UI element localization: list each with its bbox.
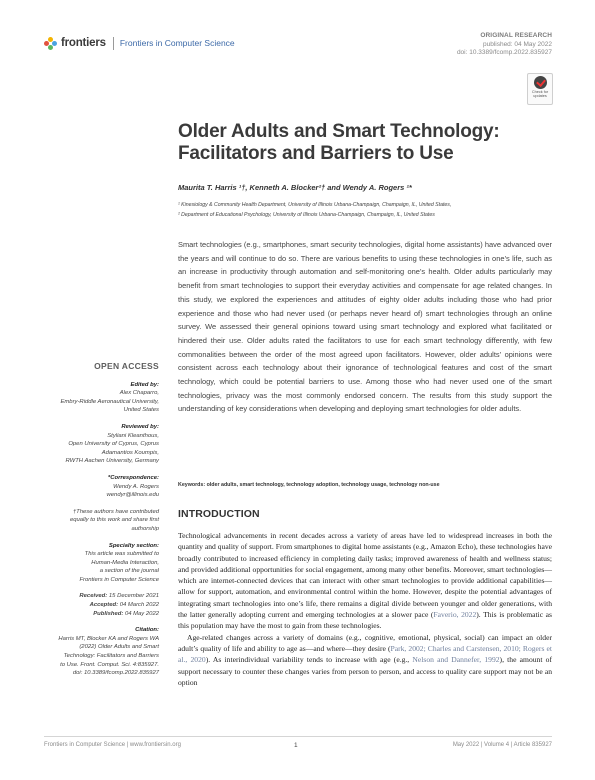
crossmark-icon <box>534 76 547 89</box>
footer-journal-link[interactable]: Frontiers in Computer Science | www.frontiersin.org <box>44 742 181 748</box>
specialty-section-block: Specialty section: This article was submitted to Human-Media Interaction, a section of the journal Frontiers in Computer Science <box>79 542 159 583</box>
introduction-body <box>178 530 552 688</box>
citation-link[interactable]: Park, 2002; Charles and Carstensen, 2010; Rogers et al., 2020 <box>178 643 552 665</box>
check-for-updates-badge[interactable] <box>527 73 553 105</box>
dates-block: Received: 15 December 2021 Accepted: 04 March 2022 Published: 04 May 2022 <box>79 593 159 617</box>
footer-issue-info: May 2022 | Volume 4 | Article 835927 <box>452 742 552 748</box>
equal-contribution-note: †These authors have contributed equally to this work and share first authorship <box>69 508 159 532</box>
journal-logo[interactable] <box>44 35 235 51</box>
abstract: Smart technologies (e.g., smartphones, smart security technologies, digital home assistants) have advanced over the years and will continue to do so. There are various benefits to using these technologies in one’s life, such as an increase in productivity through automation and self-monitoring one’s health. Older adults particularly may benefit from smart technologies to support their everyday activities and compensate for age related changes. In this study, we explored the experiences and attitudes of eighty older adults including those who had prior experience and those who had never used (or perhaps never heard of) smart technologies through an online survey. We assessed their general opinions toward using smart technology and explored what facilitated or hindered their use. Older adults rated the facilitators to use for each smart technology differently, with few commonalities between the order of the most agreed upon facilitators. However, older adults’ opinions were consistent across each technology about their ignorance of technological features and cost of the smart technology, which could be potential barriers to use. Among those who had never used one of the smart technologies, privacy was the most commonly endorsed concern. The results from this study support the understanding of key considerations when developing and deploying smart technologies for older adults. <box>178 240 552 414</box>
page-number: 1 <box>294 742 298 749</box>
citation-link[interactable]: Faverio, 2022 <box>433 610 477 620</box>
footer-divider <box>44 736 552 737</box>
correspondence-block: *Correspondence: Wendy A. Rogers wendyr@illinois.edu <box>44 474 159 500</box>
citation-link[interactable]: Nelson and Dannefer, 1992 <box>412 655 500 665</box>
frontiers-logo-icon <box>44 37 57 50</box>
keywords <box>178 482 552 488</box>
article-meta-header <box>457 32 552 58</box>
section-heading-introduction: INTRODUCTION <box>178 508 260 520</box>
affiliation-1: ¹ Kinesiology & Community Health Department, University of Illinois Urbana-Champaign, Champaign, IL, United States, <box>178 202 452 208</box>
edited-by-block: Edited by: Alex Chaparro, Embry-Riddle Aeronautical University, United States <box>60 381 159 414</box>
reviewed-by-block: Reviewed by: Styliani Kleanthous, Open University of Cyprus, Cyprus Adamantios Koumpis, RWTH Aachen University, Germany <box>65 423 159 465</box>
article-sidebar <box>44 362 159 686</box>
logo-divider <box>113 37 114 50</box>
correspondence-email[interactable]: wendyr@illinois.edu <box>106 492 159 499</box>
article-type: ORIGINAL RESEARCH <box>480 32 552 39</box>
article-doi[interactable]: doi: 10.3389/fcomp.2022.835927 <box>456 49 552 56</box>
intro-paragraph-1: Technological advancements in recent decades across a variety of areas have led to widespread increases in both the quantity and quality of support. From smartphones to digital home assistants (e.g., Amazon Echo), these technologies have broadly contributed to increased efficiency in completing daily tasks; improved awareness of health and wellness status; and provided additional opportunities for social engagement, among many other benefits. Moreover, smart technologies—which are internet-connected devices that can interact with other smart technologies to provide additional capabilities—allow for support, automation, and environmental control within the home. However, despite the potential advantages of integrating smart technologies into one’s life, there remains a digital divide between younger and older generations, with the latter generally adopting current and emerging technologies at a slower pace (Faverio, 2022). This is problematic as this population may have the most to gain from these technologies. <box>178 531 552 631</box>
affiliations <box>178 201 558 220</box>
keywords-list: older adults, smart technology, technology adoption, technology usage, technology non-use <box>206 482 440 488</box>
citation-block: Citation: Harris MT, Blocker KA and Rogers WA (2022) Older Adults and Smart Technology: Facilitators and Barriers to Use. Front. Comput. Sci. 4:835927. doi: 10.3389/fcomp.2022.835927 <box>58 627 159 677</box>
author-list: Maurita T. Harris ¹†, Kenneth A. Blocker²† and Wendy A. Rogers ¹* <box>178 183 412 192</box>
intro-paragraph-2: Age-related changes across a variety of domains (e.g., cognitive, emotional, physical, social) can impact an older adult’s quality of life and ability to age as—and where—they desire (Park, 2002; Charles and Carstensen, 2010; Rogers et al., 2020). As interindividual variability tends to increase with age (e.g., Nelson and Dannefer, 1992), the amount of support necessary to counter these changes varies from person to person, and access to quality care support may not be an option <box>178 632 552 687</box>
journal-name[interactable]: Frontiers in Computer Science <box>119 38 235 48</box>
article-title: Older Adults and Smart Technology: Facilitators and Barriers to Use <box>178 121 500 164</box>
logo-wordmark: frontiers <box>61 37 106 49</box>
affiliation-2: ² Department of Educational Psychology, University of Illinois Urbana-Champaign, Champaign, IL, United States <box>178 211 435 218</box>
keywords-label: Keywords: <box>178 482 206 488</box>
crossmark-label: Check for updates <box>531 90 549 99</box>
published-date: published: 04 May 2022 <box>482 40 552 48</box>
open-access-label: OPEN ACCESS <box>94 361 159 371</box>
